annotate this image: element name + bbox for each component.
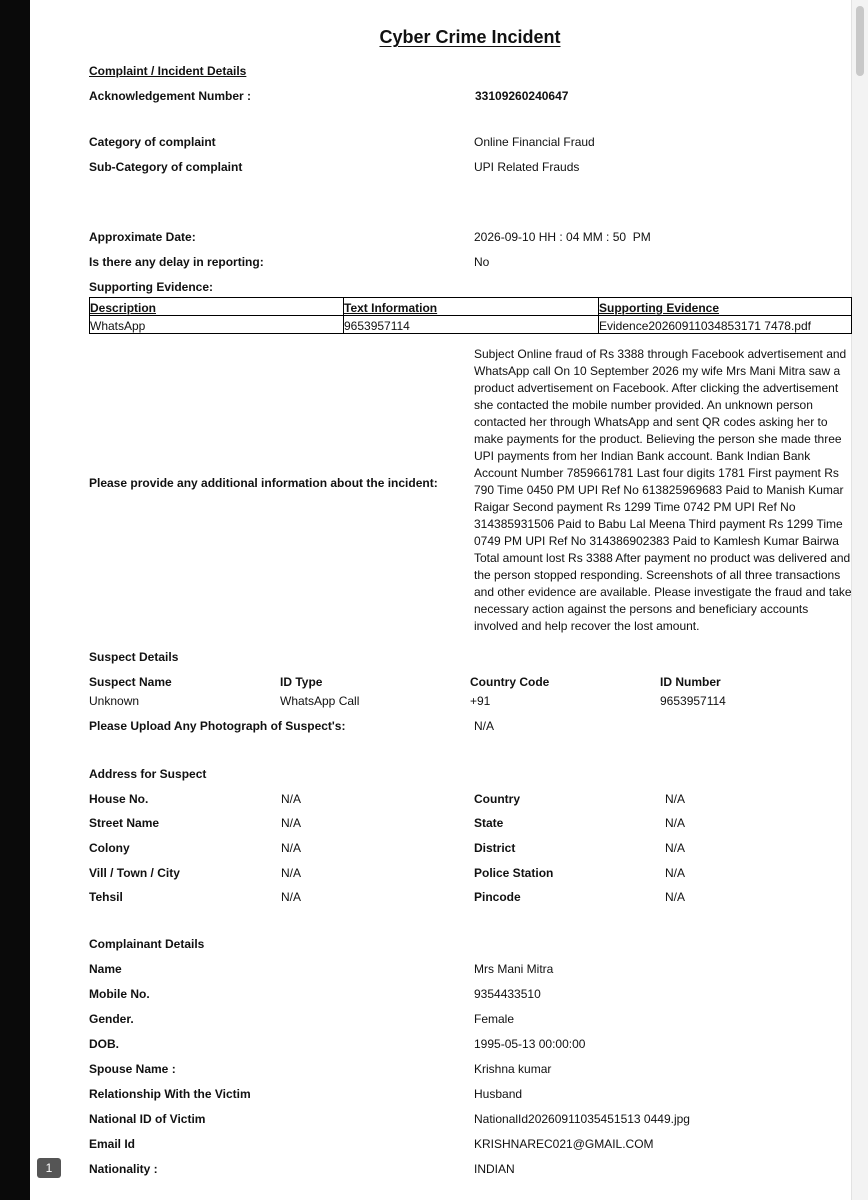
dob-label: DOB. <box>89 1037 119 1051</box>
delay-label: Is there any delay in reporting: <box>89 255 264 269</box>
pincode-label: Pincode <box>474 890 521 904</box>
spouse-label: Spouse Name : <box>89 1062 176 1076</box>
suspect-photo-label: Please Upload Any Photograph of Suspect's: <box>89 719 346 733</box>
suspect-header-country-code: Country Code <box>470 675 550 689</box>
colony-value: N/A <box>281 841 302 855</box>
evidence-header-text-info: Text Information <box>344 298 599 316</box>
city-label: Vill / Town / City <box>89 866 180 880</box>
suspect-header-idtype: ID Type <box>280 675 323 689</box>
date-label: Approximate Date: <box>89 230 196 244</box>
delay-value: No <box>474 255 490 269</box>
evidence-label: Supporting Evidence: <box>89 280 214 294</box>
national-id-label: National ID of Victim <box>89 1112 206 1126</box>
category-label: Category of complaint <box>89 135 216 149</box>
document-title: Cyber Crime Incident <box>379 27 561 47</box>
house-label: House No. <box>89 792 149 806</box>
evidence-header-description: Description <box>90 298 344 316</box>
mobile-label: Mobile No. <box>89 987 150 1001</box>
evidence-file-link[interactable]: Evidence20260911034853171 7478.pdf <box>599 316 852 334</box>
subcategory-label: Sub-Category of complaint <box>89 160 243 174</box>
suspect-country-code: +91 <box>470 694 491 708</box>
district-label: District <box>474 841 516 855</box>
category-value: Online Financial Fraud <box>474 135 595 149</box>
house-value: N/A <box>281 792 302 806</box>
complainant-name-label: Name <box>89 962 122 976</box>
complainant-section-heading: Complainant Details <box>89 937 205 951</box>
country-label: Country <box>474 792 520 806</box>
suspect-idtype: WhatsApp Call <box>280 694 360 708</box>
spouse-value: Krishna kumar <box>474 1062 552 1076</box>
viewer-left-edge <box>0 0 30 1200</box>
country-value: N/A <box>665 792 686 806</box>
additional-info-label: Please provide any additional information about the incident: <box>89 476 438 490</box>
complaint-section-heading: Complaint / Incident Details <box>89 64 247 78</box>
police-station-value: N/A <box>665 866 686 880</box>
ack-label: Acknowledgement Number : <box>89 89 252 103</box>
dob-value: 1995-05-13 00:00:00 <box>474 1037 586 1051</box>
street-label: Street Name <box>89 816 160 830</box>
address-section-heading: Address for Suspect <box>89 767 207 781</box>
pincode-value: N/A <box>665 890 686 904</box>
state-value: N/A <box>665 816 686 830</box>
colony-label: Colony <box>89 841 130 855</box>
mobile-value: 9354433510 <box>474 987 541 1001</box>
evidence-text-info: 9653957114 <box>344 316 599 334</box>
evidence-description: WhatsApp <box>90 316 344 334</box>
subcategory-value: UPI Related Frauds <box>474 160 580 174</box>
suspect-header-name: Suspect Name <box>89 675 172 689</box>
relationship-value: Husband <box>474 1087 523 1101</box>
email-value: KRISHNAREC021@GMAIL.COM <box>474 1137 654 1151</box>
evidence-header-row <box>90 298 852 316</box>
suspect-photo-value: N/A <box>474 719 495 733</box>
suspect-id-number: 9653957114 <box>660 694 726 708</box>
complainant-name-value: Mrs Mani Mitra <box>474 962 554 976</box>
date-value: 2026-09-10 HH : 04 MM : 50 PM <box>474 230 651 244</box>
tehsil-value: N/A <box>281 890 302 904</box>
gender-label: Gender. <box>89 1012 134 1026</box>
tehsil-label: Tehsil <box>89 890 123 904</box>
suspect-section-heading: Suspect Details <box>89 650 179 664</box>
page-number-badge[interactable]: 1 <box>37 1158 61 1178</box>
additional-info-text: Subject Online fraud of Rs 3388 through Facebook advertisement and WhatsApp call On 10 September 2026 my wife Mrs Mani Mitra saw a product advertisement on Facebook. After clicking the advertisement she contacted the mobile number provided. An unknown person contacted her through WhatsApp and sent QR codes asking her to make payments for the product. Believing the person she made three UPI payments from her Indian Bank account. Bank Indian Bank Account Number 7859661781 Last four digits 1781 First payment Rs 790 Time 0450 PM UPI Ref No 613825969683 Paid to Manish Kumar Raigar Second payment Rs 1299 Time 0742 PM UPI Ref No 314385931506 Paid to Babu Lal Meena Third payment Rs 1299 Time 0749 PM UPI Ref No 314386902383 Paid to Kamlesh Kumar Bairwa Total amount lost Rs 3388 After payment no product was delivered and the person stopped responding. Screenshots of all three transactions and other evidence are available. Please investigate the fraud and take necessary action against the persons and beneficiary accounts involved and help recover the lost amount. <box>474 347 852 633</box>
evidence-header-supporting: Supporting Evidence <box>599 298 852 316</box>
nationality-label: Nationality : <box>89 1162 158 1176</box>
suspect-header-id-number: ID Number <box>660 675 721 689</box>
ack-value: 33109260240647 <box>475 89 569 103</box>
email-label: Email Id <box>89 1137 136 1151</box>
street-value: N/A <box>281 816 302 830</box>
district-value: N/A <box>665 841 686 855</box>
vertical-scrollbar[interactable] <box>851 0 868 1200</box>
gender-value: Female <box>474 1012 515 1026</box>
nationality-value: INDIAN <box>474 1162 515 1176</box>
police-station-label: Police Station <box>474 866 554 880</box>
evidence-table <box>89 297 852 334</box>
suspect-name: Unknown <box>89 694 140 708</box>
city-value: N/A <box>281 866 302 880</box>
state-label: State <box>474 816 504 830</box>
relationship-label: Relationship With the Victim <box>89 1087 251 1101</box>
national-id-file-link[interactable]: NationalId20260911035451513 0449.jpg <box>474 1112 690 1126</box>
evidence-row <box>90 316 852 334</box>
